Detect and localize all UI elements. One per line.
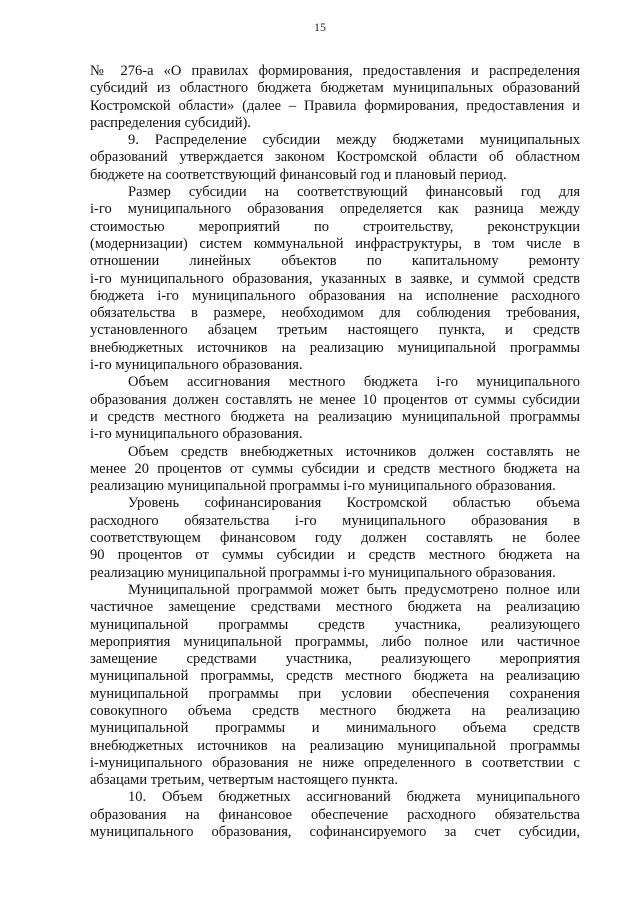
text-line: реализацию муниципальной программы i-го муниципального образования. — [90, 478, 556, 495]
paragraph — [90, 444, 580, 496]
text-line: внебюджетных источников на реализацию муниципальной программы — [90, 737, 580, 754]
text-line: Муниципальной программой может быть предусмотрено полное или — [128, 581, 580, 598]
text-line: муниципальной программы, средств местного бюджета на реализацию — [90, 668, 580, 685]
paragraph — [90, 582, 580, 790]
text-line: реализацию муниципальной программы i-го муниципального образования. — [90, 564, 556, 581]
text-line: обязательства в размере, необходимом для соблюдения требования, — [90, 305, 580, 322]
paragraph — [90, 132, 580, 184]
text-line: частичное замещение средствами местного бюджета на реализацию — [90, 599, 580, 616]
text-line: Уровень софинансирования Костромской областью объема — [128, 495, 580, 512]
text-line: абзацами третьим, четвертым настоящего пункта. — [90, 772, 398, 789]
text-line: бюджете на соответствующий финансовый год и плановый период. — [90, 166, 507, 183]
text-line: Объем средств внебюджетных источников должен составлять не — [128, 443, 580, 460]
text-line: 10. Объем бюджетных ассигнований бюджета муниципального — [128, 789, 580, 806]
text-line: и средств местного бюджета на реализацию муниципальной программы — [90, 408, 580, 425]
paragraph — [90, 495, 580, 581]
text-line: № 276-а «О правилах формирования, предоставления и распределения — [90, 63, 580, 79]
text-line: образований утверждается законом Костромской области об областном — [90, 149, 580, 166]
text-line: муниципального образования, софинансируемого за счет субсидии, — [90, 824, 580, 841]
text-line: i-муниципального образования не ниже определенного в соответствии с — [90, 754, 580, 771]
text-line: менее 20 процентов от суммы субсидии и средств местного бюджета на — [90, 460, 580, 477]
text-line: Объем ассигнования местного бюджета i-го муниципального — [128, 374, 580, 391]
text-line: муниципальной программы средств участника, реализующего — [90, 616, 580, 633]
text-line: расходного обязательства i-го муниципального образования в — [90, 512, 580, 529]
text-line: муниципальной программы и минимального объема средств — [90, 720, 580, 737]
text-line: стоимостью мероприятий по строительству, реконструкции — [90, 218, 580, 235]
text-line: образования на финансовое обеспечение расходного обязательства — [90, 806, 580, 823]
text-line: отношении линейных объектов по капитальному ремонту — [90, 253, 580, 270]
text-line: (модернизации) систем коммунальной инфраструктуры, в том числе в — [90, 235, 580, 252]
text-line: i-го муниципального образования. — [90, 357, 303, 374]
text-line: замещение средствами участника, реализующего мероприятия — [90, 651, 580, 668]
text-line: бюджета i-го муниципального образования на исполнение расходного — [90, 287, 580, 304]
text-line: совокупного объема средств местного бюджета на реализацию — [90, 702, 580, 719]
text-line: i-го муниципального образования. — [90, 426, 303, 443]
text-line: i-го муниципального образования, указанных в заявке, и суммой средств — [90, 270, 580, 287]
text-line: Размер субсидии на соответствующий финансовый год для — [128, 184, 580, 201]
text-line: Костромской области» (далее – Правила формирования, предоставления и — [90, 97, 580, 114]
text-line: образования должен составлять не менее 10 процентов от суммы субсидии — [90, 391, 580, 408]
text-line: установленного абзацем третьим настоящего пункта, и средств — [90, 322, 580, 339]
text-line: субсидий из областного бюджета бюджетам муниципальных образований — [90, 80, 580, 97]
text-line: 9. Распределение субсидии между бюджетами муниципальных — [128, 132, 580, 149]
text-line: внебюджетных источников на реализацию муниципальной программы — [90, 339, 580, 356]
text-line: i-го муниципального образования определяется как разница между — [90, 201, 580, 218]
text-line: распределения субсидий). — [90, 114, 251, 131]
text-line: муниципальной программы при условии обеспечения сохранения — [90, 685, 580, 702]
document-body — [90, 63, 580, 841]
paragraph — [90, 184, 580, 374]
text-line: мероприятия муниципальной программы, либо полное или частичное — [90, 633, 580, 650]
paragraph — [90, 374, 580, 443]
page-number: 15 — [314, 20, 326, 34]
paragraph — [90, 789, 580, 841]
text-line: соответствующем финансовом году должен составлять не более — [90, 530, 580, 547]
text-line: 90 процентов от суммы субсидии и средств местного бюджета на — [90, 547, 580, 564]
paragraph — [90, 63, 580, 132]
